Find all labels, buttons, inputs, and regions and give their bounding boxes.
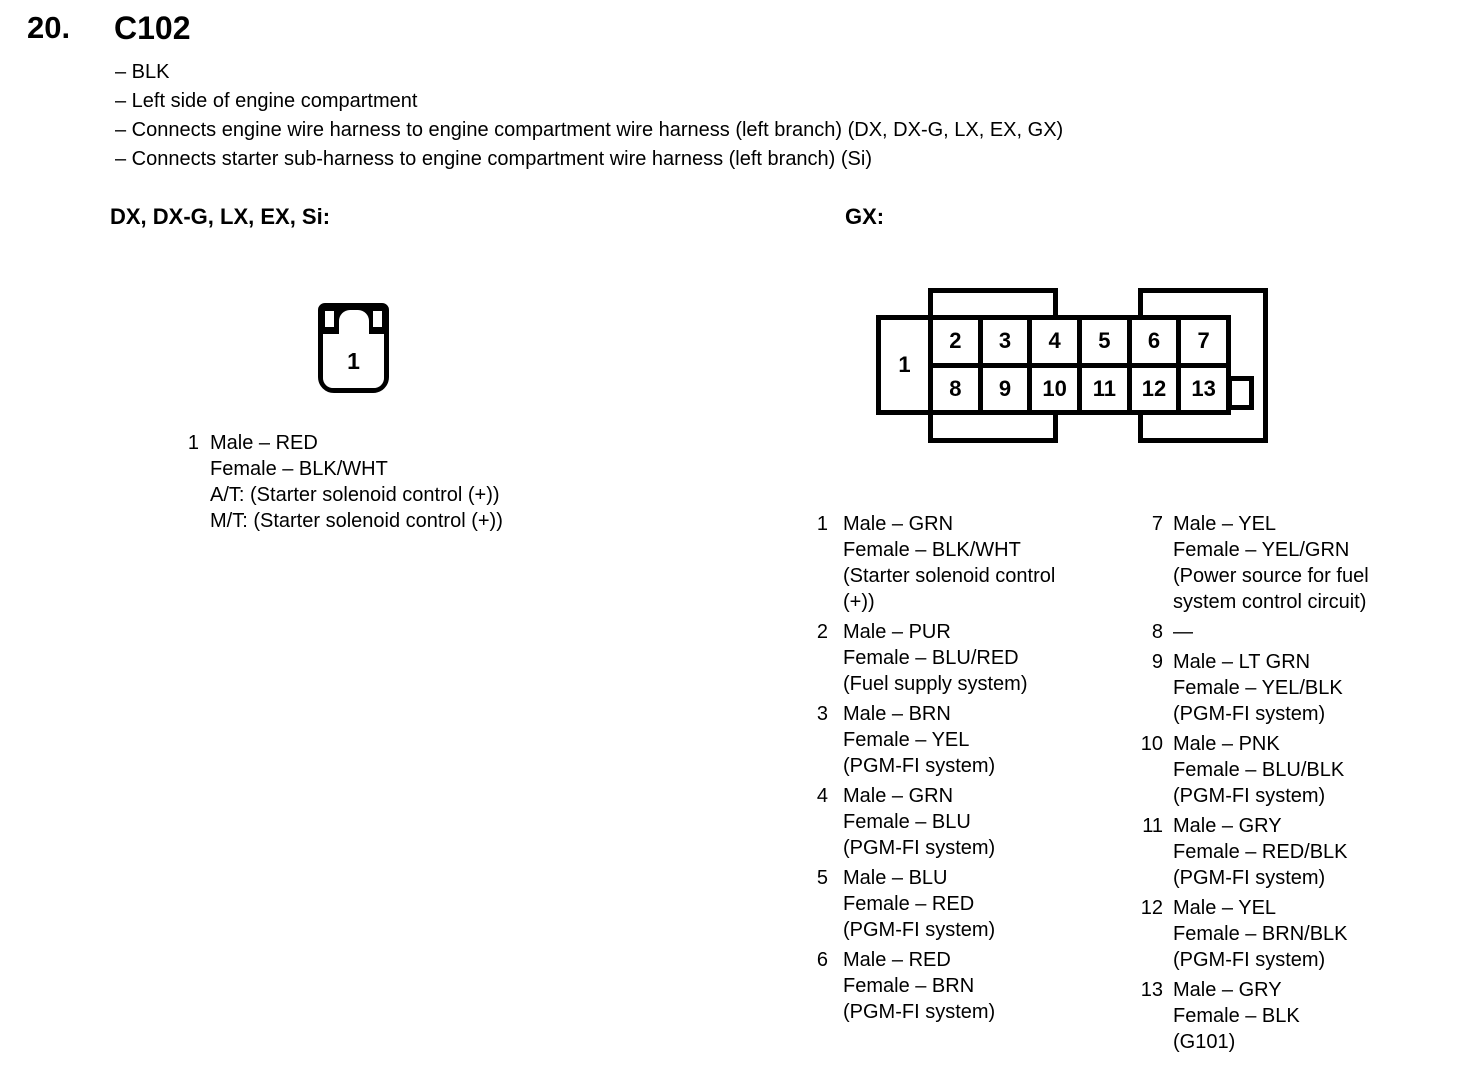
pin-item: [798, 783, 1055, 861]
pin-item: [1120, 895, 1369, 973]
pin-number: 3: [816, 703, 828, 725]
section-heading-gx: GX:: [845, 204, 885, 229]
connector-latch-band: [323, 308, 384, 334]
pin-number: 10: [1140, 733, 1163, 755]
cavity-6: 6: [1132, 320, 1177, 363]
pin-item: [183, 430, 503, 534]
pin-text-line: Male – YEL: [1173, 513, 1277, 535]
cavity-2: 2: [933, 320, 978, 363]
note-function-1: – Connects engine wire harness to engine compartment wire harness (left branch) (DX, DX-G, LX, EX, GX): [115, 119, 1064, 141]
pin-number: 8: [1151, 621, 1163, 643]
pin-description: [1173, 977, 1300, 1055]
pin-text-line: system control circuit): [1173, 591, 1367, 613]
pin-number: 9: [1151, 651, 1163, 673]
pin-text-line: (PGM-FI system): [843, 755, 996, 777]
pin-text-line: Male – GRN: [843, 513, 954, 535]
pin-text-line: (PGM-FI system): [1173, 703, 1326, 725]
pin-text-line: Male – PUR: [843, 621, 951, 643]
pin-text-line: (Fuel supply system): [843, 673, 1028, 695]
pin-description: [210, 430, 503, 534]
pin-description: [1173, 511, 1369, 615]
pin-text-line: Female – BLK/WHT: [210, 458, 388, 480]
pin-description: [843, 783, 995, 861]
pin-item: [1120, 977, 1369, 1055]
pin-description: [1173, 813, 1348, 891]
pin-number: 4: [816, 785, 828, 807]
pin-text-line: (+)): [843, 591, 875, 613]
pin-item: [798, 865, 1055, 943]
pin-text-line: Female – RED/BLK: [1173, 841, 1348, 863]
note-function-2: – Connects starter sub-harness to engine compartment wire harness (left branch) (Si): [115, 148, 873, 170]
connector-side-tab: [1227, 376, 1254, 410]
connector-title: C102: [114, 10, 191, 46]
pin-number: 13: [1140, 979, 1163, 1001]
note-color: – BLK: [115, 61, 170, 83]
cavity-9: 9: [983, 368, 1028, 411]
connector-diagram-single: [318, 303, 389, 393]
pin-item: [798, 511, 1055, 615]
latch-slot-left: [325, 311, 334, 327]
cavity-4: 4: [1032, 320, 1077, 363]
item-number: 20.: [27, 10, 71, 45]
pin-item: [1120, 619, 1369, 645]
pin-text-line: Female – YEL/GRN: [1173, 539, 1350, 561]
pin-description: [1173, 731, 1344, 809]
pin-text-line: (PGM-FI system): [843, 1001, 996, 1023]
pin-text-line: (PGM-FI system): [843, 837, 996, 859]
pin-list-gx-col1: [798, 511, 1055, 1029]
pin-text-line: Male – RED: [210, 432, 318, 454]
pin-item: [1120, 649, 1369, 727]
pin-text-line: —: [1173, 621, 1193, 643]
pin-description: [843, 947, 995, 1025]
cavity-1-single: 1: [323, 334, 384, 388]
pin-text-line: Male – GRN: [843, 785, 954, 807]
pin-description: [843, 701, 995, 779]
pin-number: 11: [1142, 815, 1163, 837]
pin-number: 1: [816, 513, 828, 535]
pin-description: [1173, 619, 1193, 645]
pin-text-line: Male – GRY: [1173, 979, 1282, 1001]
pin-text-line: Female – RED: [843, 893, 975, 915]
pin-text-line: Female – YEL/BLK: [1173, 677, 1343, 699]
pin-text-line: Male – PNK: [1173, 733, 1280, 755]
pin-text-line: (Starter solenoid control: [843, 565, 1056, 587]
pin-text-line: Female – BRN: [843, 975, 975, 997]
pin-number: 1: [187, 432, 199, 454]
pin-text-line: (PGM-FI system): [1173, 867, 1326, 889]
pin-item: [798, 619, 1055, 697]
section-heading-dx: DX, DX-G, LX, EX, Si:: [110, 204, 331, 229]
cavity-1-gx: 1: [876, 315, 933, 415]
pin-text-line: Female – YEL: [843, 729, 970, 751]
pin-description: [1173, 649, 1343, 727]
pin-text-line: (PGM-FI system): [1173, 785, 1326, 807]
note-location: – Left side of engine compartment: [115, 90, 418, 112]
pin-number: 5: [816, 867, 828, 889]
pin-text-line: Female – BRN/BLK: [1173, 923, 1348, 945]
pin-item: [1120, 731, 1369, 809]
pin-text-line: (PGM-FI system): [1173, 949, 1326, 971]
cavity-12: 12: [1132, 368, 1177, 411]
pin-text-line: Female – BLU: [843, 811, 971, 833]
latch-slot-right: [373, 311, 382, 327]
pin-text-line: M/T: (Starter solenoid control (+)): [210, 510, 503, 532]
pin-text-line: (Power source for fuel: [1173, 565, 1369, 587]
pin-text-line: Male – LT GRN: [1173, 651, 1311, 673]
cavity-13: 13: [1181, 368, 1226, 411]
pin-text-line: Female – BLU/BLK: [1173, 759, 1345, 781]
pin-text-line: A/T: (Starter solenoid control (+)): [210, 484, 500, 506]
pin-item: [798, 701, 1055, 779]
pin-text-line: Male – RED: [843, 949, 951, 971]
pin-list-gx-col2: [1120, 511, 1369, 1059]
pin-number: 7: [1151, 513, 1163, 535]
cavity-11: 11: [1082, 368, 1127, 411]
pin-number: 12: [1140, 897, 1163, 919]
pin-number: 2: [816, 621, 828, 643]
cavity-5: 5: [1082, 320, 1127, 363]
pin-text-line: Male – GRY: [1173, 815, 1282, 837]
cavity-10: 10: [1032, 368, 1077, 411]
pin-description: [843, 619, 1028, 697]
connector-notes: [115, 58, 1063, 174]
connector-diagram-gx: [876, 288, 1272, 446]
pin-text-line: Female – BLK: [1173, 1005, 1300, 1027]
cavity-3: 3: [983, 320, 1028, 363]
pin-item: [1120, 511, 1369, 615]
pin-description: [843, 865, 995, 943]
pin-description: [843, 511, 1055, 615]
pin-text-line: Male – BRN: [843, 703, 951, 725]
pin-item: [1120, 813, 1369, 891]
latch-tab: [339, 310, 369, 334]
cavity-8: 8: [933, 368, 978, 411]
pin-text-line: Female – BLK/WHT: [843, 539, 1021, 561]
pin-text-line: Female – BLU/RED: [843, 647, 1019, 669]
pin-number: 6: [816, 949, 828, 971]
pin-text-line: Male – YEL: [1173, 897, 1277, 919]
pin-item: [798, 947, 1055, 1025]
pin-list-single: [183, 430, 503, 538]
cavity-7: 7: [1181, 320, 1226, 363]
pin-text-line: Male – BLU: [843, 867, 948, 889]
cavity-grid: [928, 315, 1231, 415]
pin-text-line: (G101): [1173, 1031, 1236, 1053]
pin-text-line: (PGM-FI system): [843, 919, 996, 941]
pin-description: [1173, 895, 1348, 973]
